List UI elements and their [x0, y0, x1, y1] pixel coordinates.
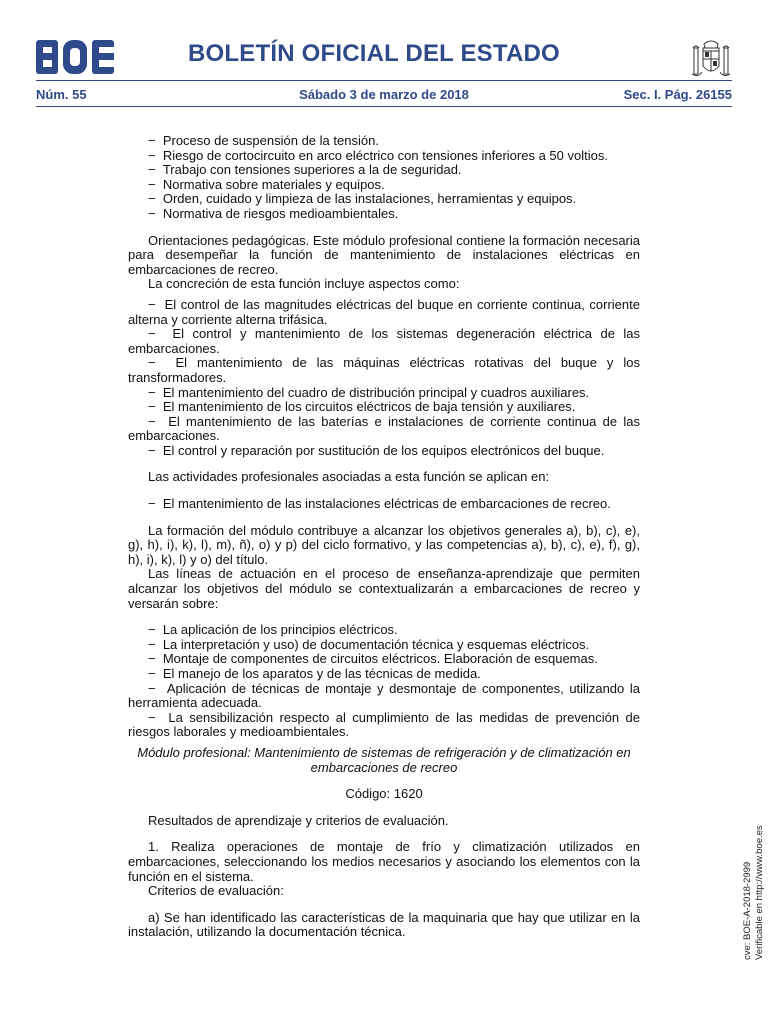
list-aspects [128, 298, 640, 459]
spanish-coat-of-arms-icon [690, 36, 732, 82]
list-item: − Riesgo de cortocircuito en arco eléctrico con tensiones inferiores a 50 voltios. [128, 149, 640, 164]
list-lines [128, 623, 640, 740]
criterion-a: a) Se han identificado las características de la maquinaria que hay que utilizar en la instalación, utilizando la documentación técnica. [128, 909, 640, 940]
paragraph-actividades: Las actividades profesionales asociadas a esta función se aplican en: [148, 469, 550, 485]
header-rule-bottom [36, 106, 732, 107]
paragraph-concrecion: La concreción de esta función incluye aspectos como: [148, 276, 460, 292]
list-item: − El manejo de los aparatos y de las técnicas de medida. [128, 667, 640, 682]
paragraph-resultados: Resultados de aprendizaje y criterios de evaluación. [148, 812, 449, 828]
list-item: − Proceso de suspensión de la tensión. [128, 134, 640, 149]
list-activities [128, 497, 640, 512]
issue-date: Sábado 3 de marzo de 2018 [299, 87, 469, 102]
list-item: − Aplicación de técnicas de montaje y desmontaje de componentes, utilizando la herramienta adecuada. [128, 682, 640, 711]
list-item: − Normativa sobre materiales y equipos. [128, 178, 640, 193]
list-item: − Montaje de componentes de circuitos eléctricos. Elaboración de esquemas. [128, 652, 640, 667]
section-page: Sec. I. Pág. 26155 [623, 87, 732, 102]
learning-outcome-1: 1. Realiza operaciones de montaje de frío y climatización utilizados en embarcaciones, seleccionando los medios necesarios y asociando los elementos con la función en el sistema. [128, 839, 640, 884]
list-item: − Normativa de riesgos medioambientales. [128, 207, 640, 222]
list-item: − El mantenimiento de las baterías e instalaciones de corriente continua de las embarcaciones. [128, 415, 640, 444]
publication-title: BOLETÍN OFICIAL DEL ESTADO [188, 40, 560, 67]
list-item: − El mantenimiento del cuadro de distribución principal y cuadros auxiliares. [128, 386, 640, 401]
list-item: − Orden, cuidado y limpieza de las instalaciones, herramientas y equipos. [128, 192, 640, 207]
list-item: − El control y reparación por sustitución de los equipos electrónicos del buque. [128, 444, 640, 459]
list-item: − La aplicación de los principios eléctricos. [128, 623, 640, 638]
module-code: Código: 1620 [345, 786, 423, 802]
list-risks [128, 134, 640, 222]
cve-code: cve: BOE-A-2018-2999 [742, 861, 753, 960]
list-item: − El mantenimiento de las máquinas eléctricas rotativas del buque y los transformadores. [128, 356, 640, 385]
paragraph-formacion: La formación del módulo contribuye a alcanzar los objetivos generales a), b), c), e), g), h), i), k), l), m), ñ), o) y p) del ciclo formativo, y las competencias a), b), c), e), f), g), h), i), k), l) y o) del título. [128, 522, 640, 567]
list-item: − El mantenimiento de los circuitos eléctricos de baja tensión y auxiliares. [128, 400, 640, 415]
paragraph-criterios: Criterios de evaluación: [148, 883, 284, 899]
module-title: Módulo profesional: Mantenimiento de sistemas de refrigeración y de climatización en embarcaciones de recreo [137, 744, 631, 775]
verification-sidebar [742, 710, 766, 960]
paragraph-orientaciones: Orientaciones pedagógicas. Este módulo profesional contiene la formación necesaria para desempeñar la función de mantenimiento de instalaciones eléctricas en embarcaciones de recreo. [128, 232, 640, 277]
document-body [128, 134, 640, 940]
list-item: − Trabajo con tensiones superiores a la de seguridad. [128, 163, 640, 178]
issue-number: Núm. 55 [36, 87, 87, 102]
verification-url: Verificable en http://www.boe.es [754, 825, 765, 960]
paragraph-lineas: Las líneas de actuación en el proceso de enseñanza-aprendizaje que permiten alcanzar los objetivos del módulo se contextualizarán a embarcaciones de recreo y versarán sobre: [128, 566, 640, 611]
list-item: − La sensibilización respecto al cumplimiento de las medidas de prevención de riesgos laborales y medioambientales. [128, 711, 640, 740]
header-rule-top [36, 80, 732, 81]
boe-logo [36, 40, 114, 74]
list-item: − La interpretación y uso) de documentación técnica y esquemas eléctricos. [128, 638, 640, 653]
list-item: − El control y mantenimiento de los sistemas degeneración eléctrica de las embarcaciones. [128, 327, 640, 356]
list-item: − El control de las magnitudes eléctricas del buque en corriente continua, corriente alterna y corriente alterna trifásica. [128, 298, 640, 327]
list-item: − El mantenimiento de las instalaciones eléctricas de embarcaciones de recreo. [128, 497, 640, 512]
